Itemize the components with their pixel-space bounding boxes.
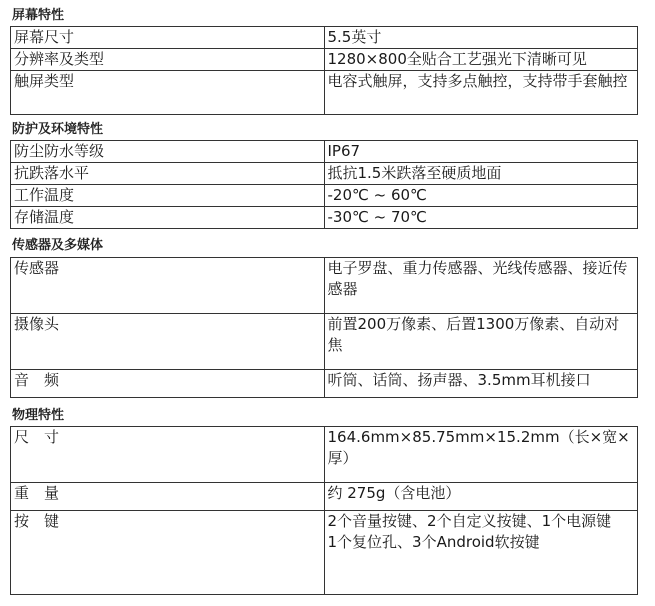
- section-title-display: 屏幕特性: [12, 8, 65, 23]
- spec-label: 屏幕尺寸: [11, 27, 325, 49]
- physical-spec-table: [10, 426, 638, 595]
- table-row: [11, 49, 638, 71]
- table-row: [11, 511, 638, 595]
- spec-value: 2个音量按键、2个自定义按键、1个电源键: [327, 512, 612, 530]
- spec-label: 尺 寸: [11, 427, 325, 483]
- section-title-physical: 物理特性: [12, 408, 65, 423]
- spec-label: 分辨率及类型: [11, 49, 325, 71]
- table-row: [11, 71, 638, 115]
- spec-value: IP67: [324, 141, 638, 163]
- spec-value-cell: [324, 511, 638, 595]
- sensors-spec-table: [10, 257, 638, 398]
- spec-label: 抗跌落水平: [11, 163, 325, 185]
- protection-spec-table: [10, 140, 638, 229]
- spec-label: 防尘防水等级: [11, 141, 325, 163]
- table-row: [11, 258, 638, 314]
- spec-value: 电容式触屏，支持多点触控，支持带手套触控: [324, 71, 638, 115]
- spec-label: 按 键: [11, 511, 325, 595]
- spec-label: 传感器: [11, 258, 325, 314]
- spec-value: 听筒、话筒、扬声器、3.5mm耳机接口: [324, 370, 638, 398]
- spec-value: -20℃ ~ 60℃: [324, 185, 638, 207]
- table-row: [11, 207, 638, 229]
- section-title-protection: 防护及环境特性: [12, 122, 104, 137]
- spec-value: 5.5英寸: [324, 27, 638, 49]
- display-spec-table: [10, 26, 638, 115]
- spec-value: 抵抗1.5米跌落至硬质地面: [324, 163, 638, 185]
- table-row: [11, 185, 638, 207]
- spec-label: 触屏类型: [11, 71, 325, 115]
- spec-value: -30℃ ~ 70℃: [324, 207, 638, 229]
- spec-label: 工作温度: [11, 185, 325, 207]
- table-row: [11, 27, 638, 49]
- table-row: [11, 163, 638, 185]
- spec-value: 前置200万像素、后置1300万像素、自动对焦: [324, 314, 638, 370]
- spec-value: 1280×800全贴合工艺强光下清晰可见: [324, 49, 638, 71]
- table-row: [11, 141, 638, 163]
- table-row: [11, 370, 638, 398]
- spec-label: 重 量: [11, 483, 325, 511]
- table-row: [11, 314, 638, 370]
- section-title-sensors: 传感器及多媒体: [12, 238, 104, 253]
- spec-value-extra: 1个复位孔、3个Android软按键: [327, 533, 540, 551]
- spec-value: 164.6mm×85.75mm×15.2mm（长×宽×厚）: [324, 427, 638, 483]
- spec-value: 约 275g（含电池）: [324, 483, 638, 511]
- table-row: [11, 427, 638, 483]
- spec-label: 摄像头: [11, 314, 325, 370]
- spec-label: 音 频: [11, 370, 325, 398]
- spec-label: 存储温度: [11, 207, 325, 229]
- spec-value: 电子罗盘、重力传感器、光线传感器、接近传感器: [324, 258, 638, 314]
- table-row: [11, 483, 638, 511]
